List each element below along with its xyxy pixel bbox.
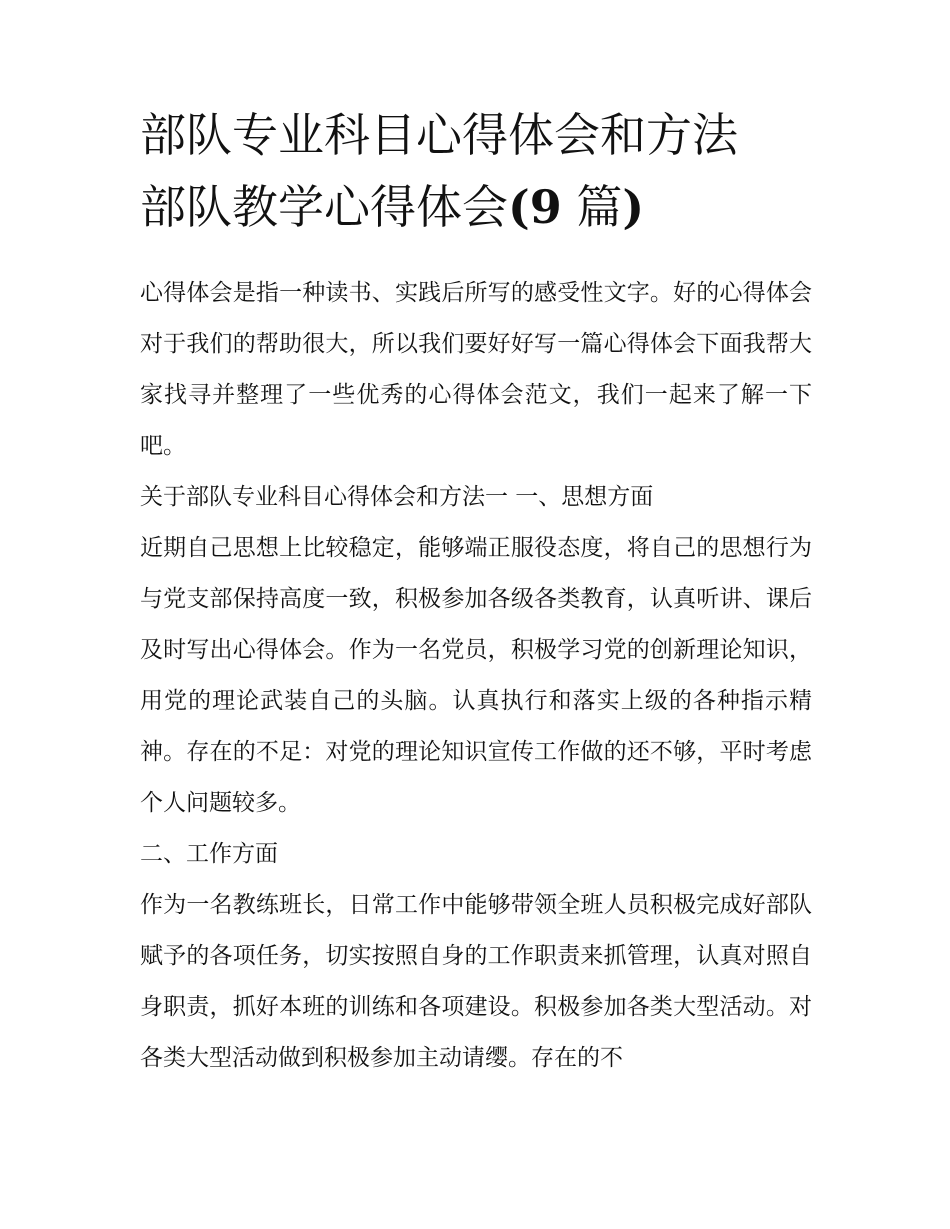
title-line-2-prefix: 部队教学心得体会 <box>140 180 508 234</box>
title-line-2-count-close: ) <box>622 180 645 234</box>
document-title <box>140 108 812 234</box>
document-page <box>140 108 812 1084</box>
paragraph-heading-work: 二、工作方面 <box>140 841 278 867</box>
title-line-2-count-unit: 篇 <box>561 180 623 234</box>
paragraph-heading-thought: 关于部队专业科目心得体会和方法一 一、思想方面 <box>140 484 654 510</box>
paragraph-thought: 近期自己思想上比较稳定，能够端正服役态度，将自己的思想行为与党支部保持高度一致，积极参加各级各类教育，认真听讲、课后及时写出心得体会。作为一名党员，积极学习党的创新理论知识，用党的理论武装自己的头脑。认真执行和落实上级的各种指示精神。存在的不足：对党的理论知识宣传工作做的还不够，平时考虑个人问题较多。 <box>140 535 812 816</box>
title-line-2 <box>140 180 812 234</box>
title-line-1: 部队专业科目心得体会和方法 <box>140 108 738 162</box>
document-body <box>140 268 812 1084</box>
paragraph-work: 作为一名教练班长，日常工作中能够带领全班人员积极完成好部队赋予的各项任务，切实按照自身的工作职责来抓管理，认真对照自身职责，抓好本班的训练和各项建设。积极参加各类大型活动。对各类大型活动做到积极参加主动请缨。存在的不 <box>140 892 812 1071</box>
title-line-2-count-open: (9 <box>508 180 562 234</box>
paragraph-intro: 心得体会是指一种读书、实践后所写的感受性文字。好的心得体会对于我们的帮助很大，所以我们要好好写一篇心得体会下面我帮大家找寻并整理了一些优秀的心得体会范文，我们一起来了解一下吧。 <box>140 280 812 459</box>
